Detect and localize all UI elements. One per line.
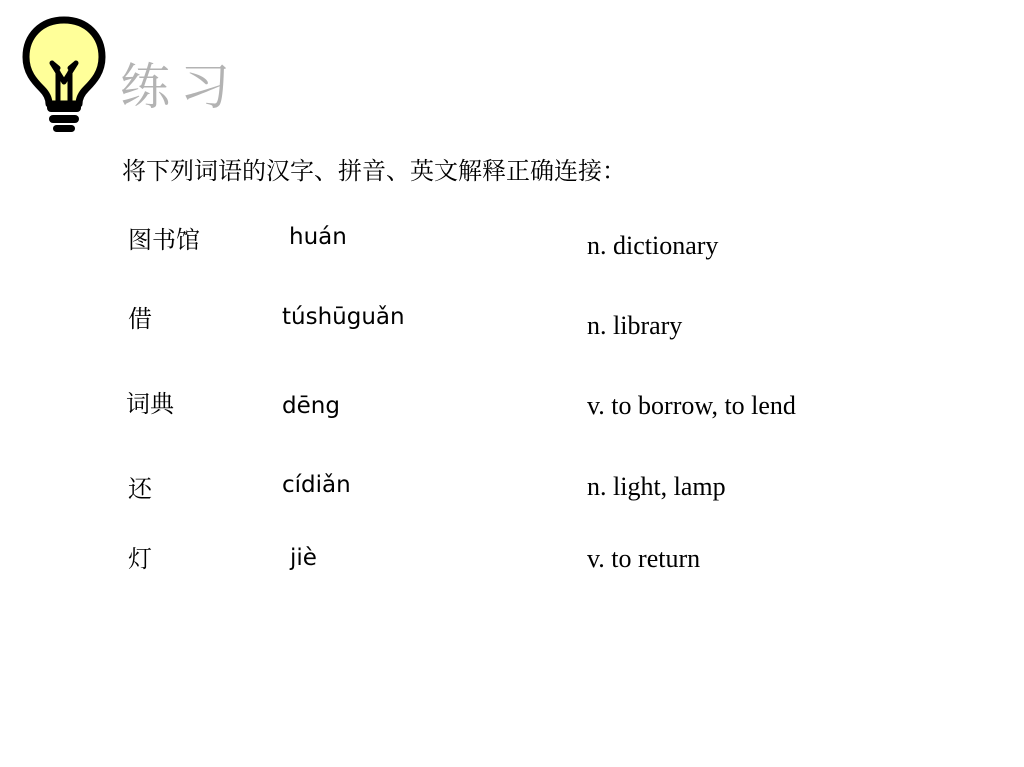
english-item: n. dictionary — [587, 231, 719, 260]
pinyin-item: cídiǎn — [282, 472, 351, 498]
english-item: n. light, lamp — [587, 472, 726, 501]
english-item: n. library — [587, 311, 683, 340]
instruction-text: 将下列词语的汉字、拼音、英文解释正确连接： — [122, 157, 626, 185]
pinyin-item: túshūguǎn — [282, 304, 405, 330]
pinyin-item: dēng — [282, 393, 340, 419]
hanzi-item: 还 — [128, 475, 152, 503]
page-title: 练习 — [120, 58, 240, 116]
hanzi-item: 借 — [128, 305, 152, 333]
hanzi-item: 词典 — [126, 390, 174, 418]
pinyin-item: jiè — [290, 545, 317, 571]
pinyin-item: huán — [289, 224, 347, 250]
hanzi-item: 灯 — [128, 545, 152, 573]
english-item: v. to borrow, to lend — [587, 391, 796, 420]
lightbulb-icon — [22, 16, 106, 134]
hanzi-item: 图书馆 — [128, 226, 200, 254]
english-item: v. to return — [587, 544, 701, 573]
